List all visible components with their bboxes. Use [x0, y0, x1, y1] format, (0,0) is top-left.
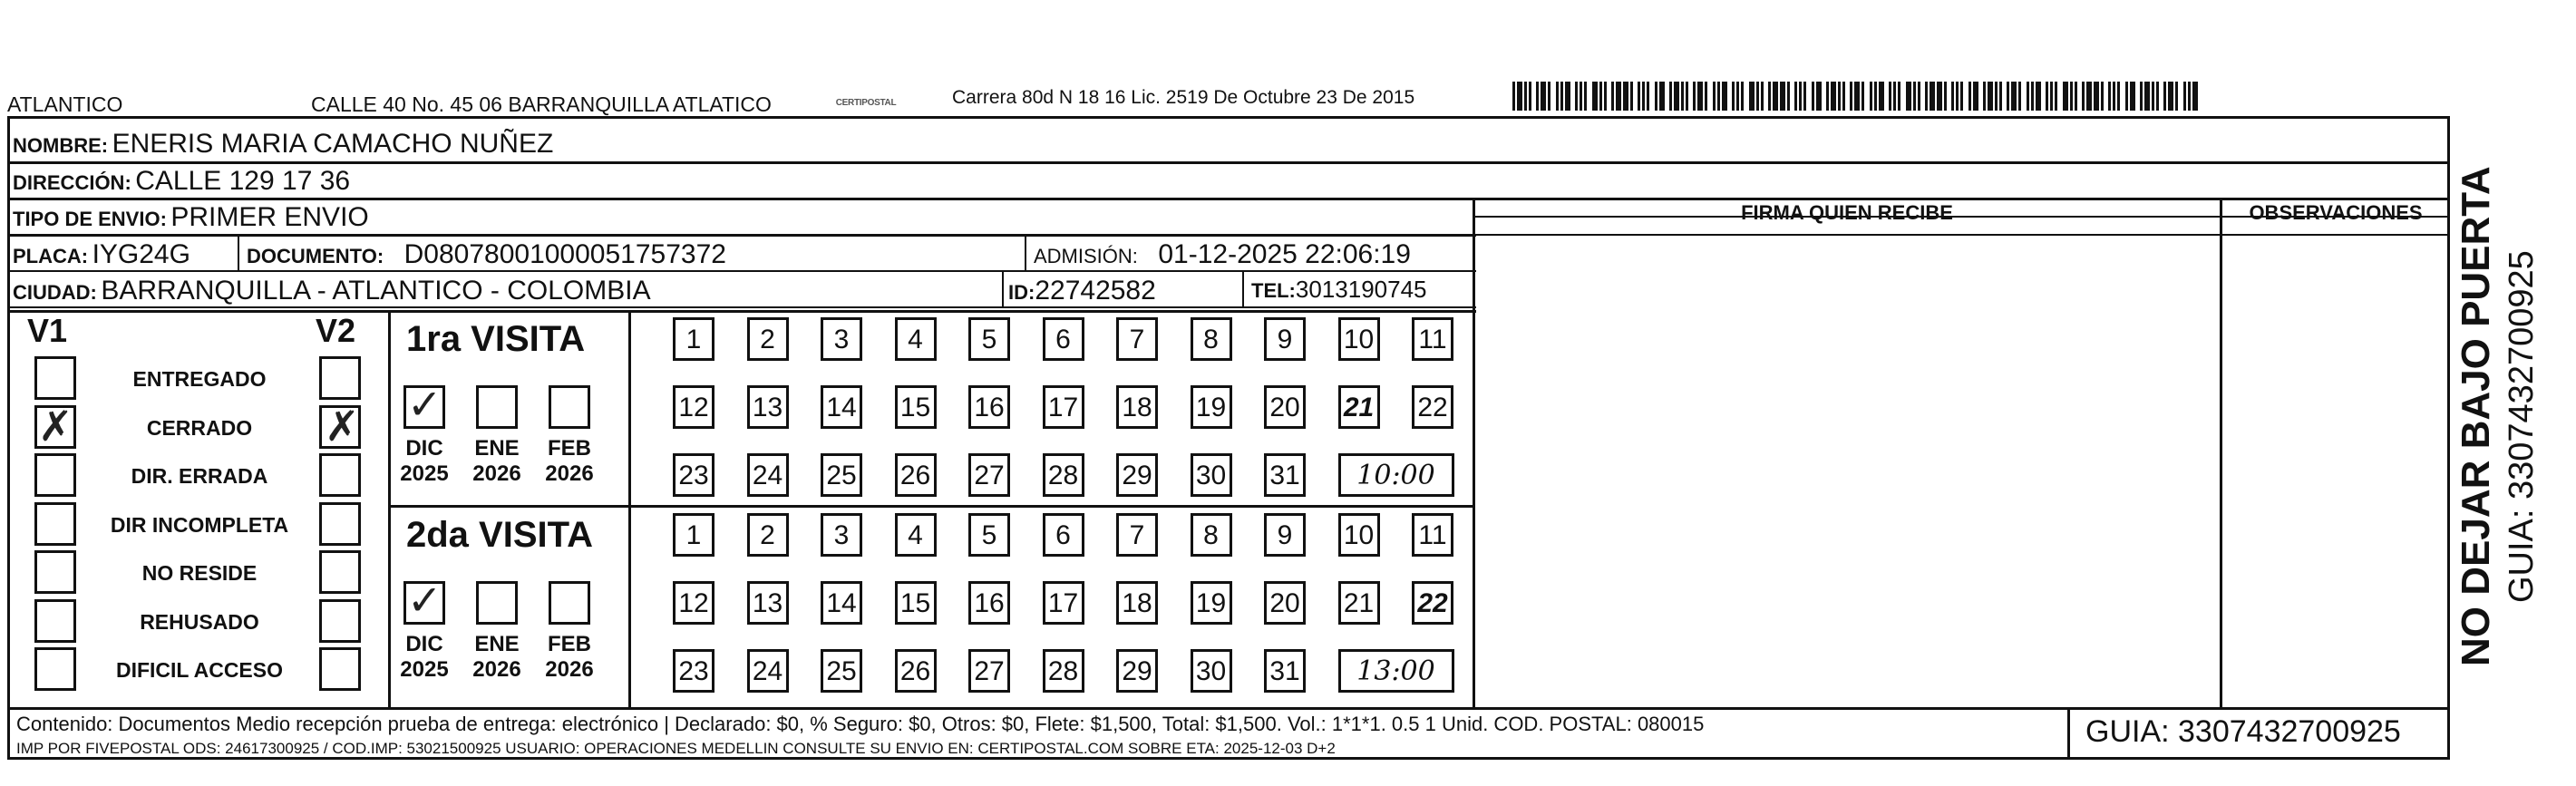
- day-box-21[interactable]: 21: [1338, 581, 1380, 625]
- day-box-11[interactable]: 11: [1412, 317, 1453, 361]
- document-label: DOCUMENTO:: [247, 245, 384, 267]
- city-label: CIUDAD:: [13, 281, 97, 304]
- day-box-26[interactable]: 26: [895, 453, 937, 497]
- day-box-18[interactable]: 18: [1116, 581, 1158, 625]
- day-box-20[interactable]: 20: [1264, 385, 1306, 429]
- day-box-28[interactable]: 28: [1043, 649, 1084, 693]
- first-visit-label: 1ra VISITA: [406, 319, 586, 359]
- day-box-2[interactable]: 2: [747, 317, 789, 361]
- day-box-17[interactable]: 17: [1043, 581, 1084, 625]
- origin-address: CALLE 40 No. 45 06 BARRANQUILLA ATLATICO: [311, 92, 772, 116]
- day-box-24[interactable]: 24: [747, 649, 789, 693]
- observations-label: OBSERVACIONES: [2249, 201, 2423, 224]
- day-box-8[interactable]: 8: [1191, 317, 1232, 361]
- reason-label: DIFICIL ACCESO: [115, 658, 283, 682]
- day-box-25[interactable]: 25: [821, 649, 862, 693]
- day-box-21[interactable]: 21: [1338, 385, 1380, 429]
- checkmark-icon: ✗: [38, 401, 73, 451]
- shipping-type: PRIMER ENVIO: [170, 202, 369, 232]
- month-label: DIC 2025: [400, 632, 449, 682]
- day-box-13[interactable]: 13: [747, 581, 789, 625]
- day-box-11[interactable]: 11: [1412, 513, 1453, 557]
- month-checkbox[interactable]: [549, 385, 590, 429]
- day-box-12[interactable]: 12: [673, 581, 714, 625]
- v2-checkbox[interactable]: [319, 647, 361, 691]
- month-checkbox[interactable]: [476, 581, 518, 625]
- day-box-27[interactable]: 27: [968, 649, 1010, 693]
- reason-label: ENTREGADO: [132, 367, 267, 391]
- city-value: BARRANQUILLA - ATLANTICO - COLOMBIA: [101, 276, 651, 306]
- id-value: 22742582: [1035, 276, 1156, 306]
- id-label: ID:: [1008, 281, 1035, 304]
- day-box-17[interactable]: 17: [1043, 385, 1084, 429]
- reason-label: CERRADO: [146, 415, 253, 440]
- day-box-14[interactable]: 14: [821, 581, 862, 625]
- day-box-6[interactable]: 6: [1043, 317, 1084, 361]
- day-box-26[interactable]: 26: [895, 649, 937, 693]
- v2-checkbox[interactable]: [319, 550, 361, 594]
- day-box-19[interactable]: 19: [1191, 385, 1232, 429]
- admission-label: ADMISIÓN:: [1034, 245, 1138, 267]
- day-box-25[interactable]: 25: [821, 453, 862, 497]
- day-box-24[interactable]: 24: [747, 453, 789, 497]
- day-box-15[interactable]: 15: [895, 385, 937, 429]
- document-value: D08078001000051757372: [403, 239, 726, 269]
- visit-time-box[interactable]: 10:00: [1338, 453, 1454, 497]
- plate-value: IYG24G: [92, 239, 190, 269]
- v2-checkbox[interactable]: [319, 356, 361, 400]
- tel-label: TEL:: [1251, 279, 1296, 302]
- day-box-31[interactable]: 31: [1264, 453, 1306, 497]
- plate-label: PLACA:: [13, 245, 89, 267]
- day-box-16[interactable]: 16: [968, 581, 1010, 625]
- day-box-7[interactable]: 7: [1116, 317, 1158, 361]
- second-visit-label: 2da VISITA: [406, 515, 593, 555]
- reason-label: REHUSADO: [140, 609, 259, 634]
- license-text: Carrera 80d N 18 16 Lic. 2519 De Octubre 23 De 2015: [952, 87, 1415, 108]
- v2-label: V2: [316, 312, 356, 349]
- checkmark-icon: ✓: [407, 576, 442, 625]
- day-box-10[interactable]: 10: [1338, 317, 1380, 361]
- day-box-3[interactable]: 3: [821, 513, 862, 557]
- recipient-name: ENERIS MARIA CAMACHO NUÑEZ: [112, 129, 554, 159]
- checkmark-icon: ✓: [407, 380, 442, 429]
- v2-checkbox[interactable]: [319, 599, 361, 643]
- reason-label: DIR. ERRADA: [131, 464, 268, 488]
- side-guia: GUIA: 3307432700925: [2503, 250, 2541, 603]
- day-box-28[interactable]: 28: [1043, 453, 1084, 497]
- tel-value: 3013190745: [1295, 276, 1427, 303]
- day-box-29[interactable]: 29: [1116, 649, 1158, 693]
- checkmark-icon: ✗: [325, 401, 360, 451]
- reason-label: DIR INCOMPLETA: [110, 512, 289, 537]
- admission-value: 01-12-2025 22:06:19: [1158, 239, 1411, 269]
- month-label: FEB 2026: [545, 632, 594, 682]
- imp-info: IMP POR FIVEPOSTAL ODS: 24617300925 / COD.IMP: 53021500925 USUARIO: OPERACIONES MEDELLIN CONSULTE SU ENVIO EN: CERTIPOSTAL.COM SOBRE ETA: 2025-12-03 D+2: [16, 740, 1336, 757]
- month-checkbox[interactable]: [549, 581, 590, 625]
- month-checkbox[interactable]: [476, 385, 518, 429]
- day-box-6[interactable]: 6: [1043, 513, 1084, 557]
- day-box-10[interactable]: 10: [1338, 513, 1380, 557]
- day-box-30[interactable]: 30: [1191, 453, 1232, 497]
- shipping-type-label: TIPO DE ENVIO:: [13, 208, 167, 230]
- month-label: FEB 2026: [545, 436, 594, 486]
- day-box-23[interactable]: 23: [673, 649, 714, 693]
- day-box-19[interactable]: 19: [1191, 581, 1232, 625]
- day-box-30[interactable]: 30: [1191, 649, 1232, 693]
- day-box-15[interactable]: 15: [895, 581, 937, 625]
- day-box-8[interactable]: 8: [1191, 513, 1232, 557]
- day-box-13[interactable]: 13: [747, 385, 789, 429]
- footer-guia: GUIA: 3307432700925: [2085, 714, 2401, 749]
- day-box-9[interactable]: 9: [1264, 317, 1306, 361]
- reason-label: NO RESIDE: [141, 561, 258, 585]
- visit-time-box[interactable]: 13:00: [1338, 649, 1454, 693]
- day-box-1[interactable]: 1: [673, 513, 714, 557]
- v1-checkbox[interactable]: [34, 453, 76, 497]
- day-box-2[interactable]: 2: [747, 513, 789, 557]
- v1-checkbox[interactable]: [34, 599, 76, 643]
- region-label: ATLANTICO: [7, 92, 123, 116]
- day-box-4[interactable]: 4: [895, 317, 937, 361]
- day-box-22[interactable]: 22: [1412, 581, 1453, 625]
- v2-checkbox[interactable]: [319, 502, 361, 546]
- day-box-4[interactable]: 4: [895, 513, 937, 557]
- month-label: ENE 2026: [472, 436, 521, 486]
- no-under-door-warning: NO DEJAR BAJO PUERTA: [2454, 166, 2498, 666]
- day-box-3[interactable]: 3: [821, 317, 862, 361]
- month-label: DIC 2025: [400, 436, 449, 486]
- day-box-5[interactable]: 5: [968, 317, 1010, 361]
- day-box-18[interactable]: 18: [1116, 385, 1158, 429]
- name-label: NOMBRE:: [13, 134, 109, 157]
- day-box-29[interactable]: 29: [1116, 453, 1158, 497]
- day-box-31[interactable]: 31: [1264, 649, 1306, 693]
- day-box-9[interactable]: 9: [1264, 513, 1306, 557]
- receiver-signature-label: FIRMA QUIEN RECIBE: [1741, 201, 1953, 224]
- day-box-23[interactable]: 23: [673, 453, 714, 497]
- recipient-address: CALLE 129 17 36: [135, 166, 351, 196]
- day-box-14[interactable]: 14: [821, 385, 862, 429]
- month-label: ENE 2026: [472, 632, 521, 682]
- v1-checkbox[interactable]: [34, 647, 76, 691]
- v1-checkbox[interactable]: [34, 502, 76, 546]
- day-box-1[interactable]: 1: [673, 317, 714, 361]
- day-box-27[interactable]: 27: [968, 453, 1010, 497]
- v1-label: V1: [27, 312, 68, 349]
- day-box-7[interactable]: 7: [1116, 513, 1158, 557]
- day-box-12[interactable]: 12: [673, 385, 714, 429]
- v2-checkbox[interactable]: [319, 453, 361, 497]
- day-box-16[interactable]: 16: [968, 385, 1010, 429]
- day-box-22[interactable]: 22: [1412, 385, 1453, 429]
- certipostal-logo: CERTIPOSTAL: [835, 98, 897, 108]
- v1-checkbox[interactable]: [34, 550, 76, 594]
- address-label: DIRECCIÓN:: [13, 171, 131, 194]
- barcode: [1512, 82, 2211, 111]
- v1-checkbox[interactable]: [34, 356, 76, 400]
- content-description: Contenido: Documentos Medio recepción prueba de entrega: electrónico | Declarado: $0, % Seguro: $0, Otros: $0, Flete: $1,500, Total: $1,500. Vol.: 1*1*1. 0.5 1 Unid. COD. POSTAL: 080015: [16, 713, 1705, 735]
- day-box-5[interactable]: 5: [968, 513, 1010, 557]
- day-box-20[interactable]: 20: [1264, 581, 1306, 625]
